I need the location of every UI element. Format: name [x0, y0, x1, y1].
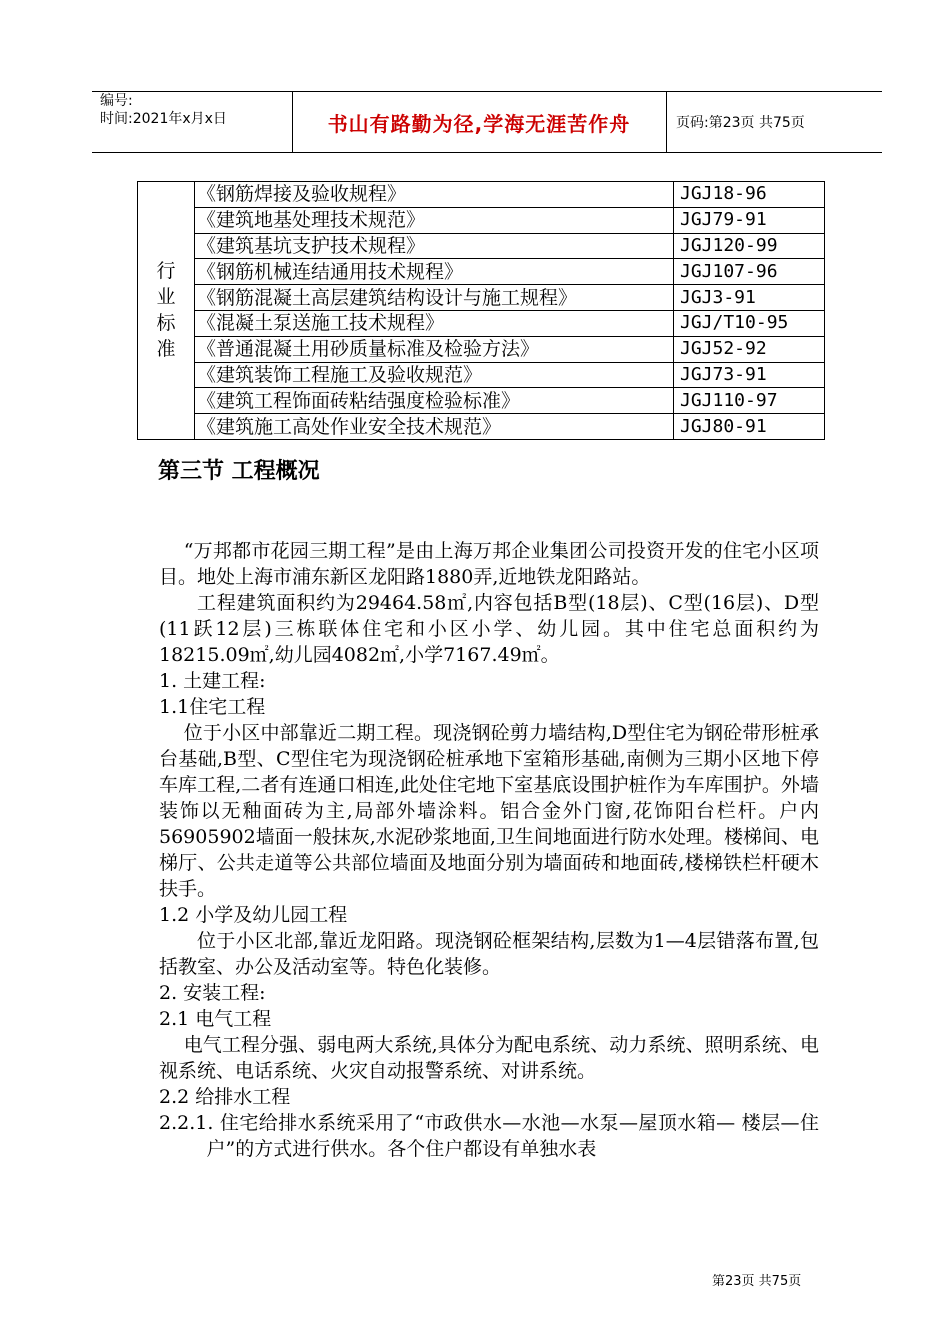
table-row [138, 310, 825, 336]
standard-name: 《建筑基坑支护技术规程》 [195, 233, 674, 259]
table-row [138, 414, 825, 440]
heading: 2.1 电气工程 [159, 1008, 272, 1030]
header-motto: 书山有路勤为径,学海无涯苦作舟 [327, 111, 631, 136]
standard-code: JGJ52-92 [674, 336, 825, 362]
standard-code: JGJ79-91 [674, 207, 825, 233]
standard-code: JGJ3-91 [674, 285, 825, 311]
header-bottom-rule [92, 152, 882, 153]
table-row [138, 259, 825, 285]
header-meta [92, 92, 292, 150]
table-row [138, 182, 825, 208]
paragraph: 电气工程分强、弱电两大系统,具体分为配电系统、动力系统、照明系统、电视系统、电话系统、火灾自动报警系统、对讲系统。 [159, 1034, 819, 1082]
table-row [138, 362, 825, 388]
standard-name: 《建筑工程饰面砖粘结强度检验标准》 [195, 388, 674, 414]
standard-name: 《建筑装饰工程施工及验收规范》 [195, 362, 674, 388]
standard-name: 《混凝土泵送施工技术规程》 [195, 310, 674, 336]
table-row [138, 285, 825, 311]
heading: 1. 土建工程: [159, 670, 266, 692]
heading: 2.2 给排水工程 [159, 1086, 291, 1108]
standard-name: 《建筑施工高处作业安全技术规范》 [195, 414, 674, 440]
heading: 2. 安装工程: [159, 982, 266, 1004]
heading: 1.2 小学及幼儿园工程 [159, 904, 348, 926]
category-label: 行业标准 [156, 260, 176, 361]
standard-name: 《普通混凝土用砂质量标准及检验方法》 [195, 336, 674, 362]
paragraph: 工程建筑面积约为29464.58㎡,内容包括B型(18层)、C型(16层)、D型(11跃12层)三栋联体住宅和小区小学、幼儿园。其中住宅总面积约为18215.09㎡,幼儿园4082㎡,小学7167.49㎡。 [159, 592, 819, 666]
standard-code: JGJ80-91 [674, 414, 825, 440]
paragraph: 位于小区中部靠近二期工程。现浇钢砼剪力墙结构,D型住宅为钢砼带形桩承台基础,B型、C型住宅为现浇钢砼桩承地下室箱形基础,南侧为三期小区地下停车库工程,二者有连通口相连,此处住宅地下室基底设围护桩作为车库围护。外墙装饰以无釉面砖为主,局部外墙涂料。铝合金外门窗,花饰阳台栏杆。户内56905902墙面一般抹灰,水泥砂浆地面,卫生间地面进行防水处理。楼梯间、电梯厅、公共走道等公共部位墙面及地面分别为墙面砖和地面砖,楼梯铁栏杆硬木扶手。 [159, 722, 819, 900]
standard-name: 《建筑地基处理技术规范》 [195, 207, 674, 233]
standard-name: 《钢筋机械连结通用技术规程》 [195, 259, 674, 285]
category-cell [138, 182, 195, 440]
header-page-info: 页码:第23页 共75页 [676, 115, 805, 131]
page-footer: 第23页 共75页 [712, 1274, 802, 1289]
standards-table [137, 181, 825, 440]
standard-code: JGJ120-99 [674, 233, 825, 259]
time-label: 时间:2021年x月x日 [100, 111, 227, 127]
paragraph: “万邦都市花园三期工程”是由上海万邦企业集团公司投资开发的住宅小区项目。地处上海市浦东新区龙阳路1880弄,近地铁龙阳路站。 [159, 540, 819, 588]
table-row [138, 336, 825, 362]
header-divider [666, 92, 667, 152]
number-label: 编号: [100, 93, 133, 109]
table-row [138, 388, 825, 414]
standard-code: JGJ107-96 [674, 259, 825, 285]
standard-code: JGJ18-96 [674, 182, 825, 208]
standard-code: JGJ/T10-95 [674, 310, 825, 336]
document-body [159, 538, 819, 1162]
standard-code: JGJ73-91 [674, 362, 825, 388]
standard-code: JGJ110-97 [674, 388, 825, 414]
section-title: 第三节 工程概况 [158, 459, 320, 484]
paragraph: 2.2.1. 住宅给排水系统采用了“市政供水—水池—水泵—屋顶水箱— 楼层—住户”的方式进行供水。各个住户都设有单独水表 [159, 1112, 819, 1160]
standard-name: 《钢筋混凝土高层建筑结构设计与施工规程》 [195, 285, 674, 311]
table-row [138, 207, 825, 233]
heading: 1.1住宅工程 [159, 696, 266, 718]
standard-name: 《钢筋焊接及验收规程》 [195, 182, 674, 208]
paragraph: 位于小区北部,靠近龙阳路。现浇钢砼框架结构,层数为1—4层错落布置,包括教室、办公及活动室等。特色化装修。 [159, 930, 819, 978]
table-row [138, 233, 825, 259]
